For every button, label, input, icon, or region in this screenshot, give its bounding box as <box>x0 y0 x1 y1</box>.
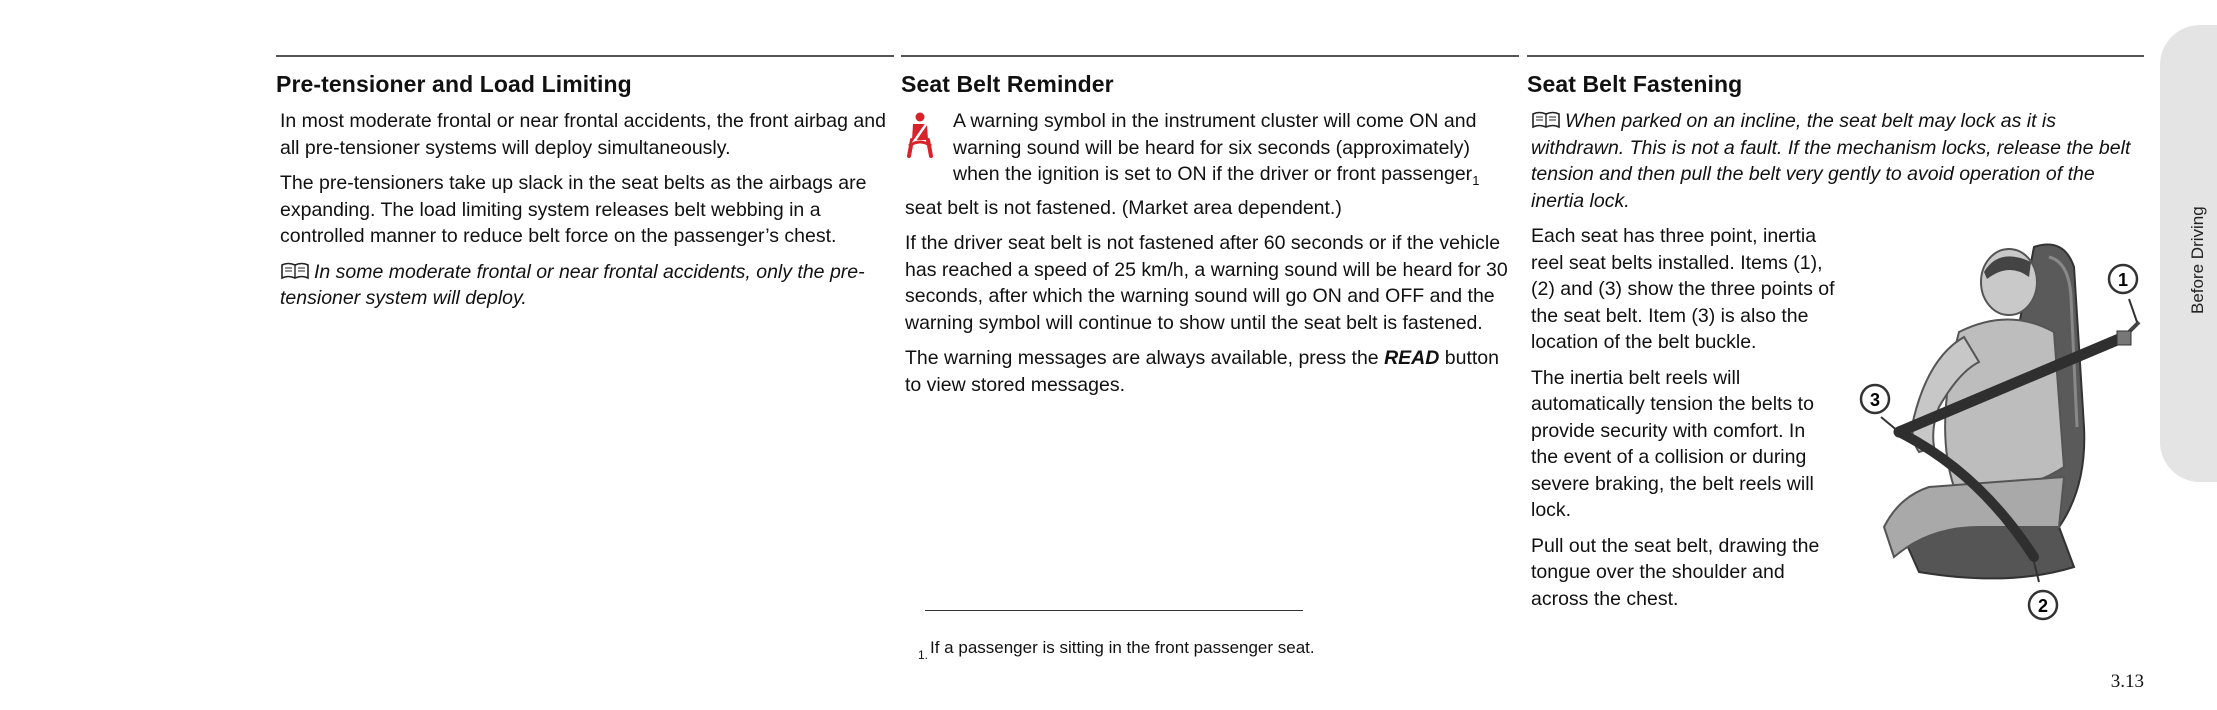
footnote <box>918 638 1315 662</box>
footnote-rule <box>925 610 1303 611</box>
book-icon <box>280 262 310 280</box>
column-reminder <box>901 55 1519 407</box>
callout-label-2: 2 <box>2037 596 2049 616</box>
page-number: 3.13 <box>2110 671 2144 692</box>
paragraph: In most moderate frontal or near frontal accidents, the front airbag and all pre-tensioner systems will deploy simultaneously. <box>280 110 886 159</box>
callout-label-3: 3 <box>1869 390 1881 410</box>
paragraph: Each seat has three point, inertia reel seat belts installed. Items (1), (2) and (3) show the three points of the seat belt. Item (3) is also the location of the belt buckle. <box>1531 225 1835 353</box>
column-pretensioner <box>276 55 894 321</box>
footnote-ref: 1 <box>1472 173 1480 188</box>
seatbelt-warning-icon <box>901 110 939 162</box>
book-icon <box>1531 111 1561 129</box>
paragraph: If the driver seat belt is not fastened after 60 seconds or if the vehicle has reached a speed of 25 km/h, a warning sound will be heard for 30 seconds, after which the warning sound will go ON and OFF and the warning symbol will continue to show until the seat belt is fastened. <box>905 232 1508 334</box>
footnote-text: If a passenger is sitting in the front passenger seat. <box>930 638 1315 657</box>
footnote-marker: 1. <box>918 648 929 662</box>
section-title-fastening: Seat Belt Fastening <box>1527 71 1743 97</box>
section-rule <box>1527 55 2144 57</box>
text-run: The warning messages are always available, press the <box>905 347 1385 369</box>
paragraph: Pull out the seat belt, drawing the tongue over the shoulder and across the chest. <box>1531 534 1820 610</box>
paragraph: seat belt is not fastened. (Market area dependent.) <box>905 196 1342 219</box>
paragraph <box>953 108 1519 195</box>
callout-label-1: 1 <box>2117 270 2129 290</box>
warning-block <box>901 108 1519 195</box>
reminder-text: A warning symbol in the instrument cluster will come ON and warning sound will be heard for six seconds (approximately) when the ignition is set to ON if the driver or front passenger <box>953 110 1477 185</box>
note-text: In some moderate frontal or near frontal accidents, only the pre-tensioner system will deploy. <box>280 260 865 309</box>
section-rule <box>276 55 894 57</box>
section-title-pretensioner: Pre-tensioner and Load Limiting <box>276 71 632 97</box>
note-paragraph <box>1531 108 2144 214</box>
paragraph: The inertia belt reels will automatically tension the belts to provide security with comfort. In the event of a collision or during severe braking, the belt reels will lock. <box>1531 366 1814 521</box>
side-tab <box>2160 25 2217 482</box>
paragraph <box>905 345 1519 398</box>
read-button-name: READ <box>1384 347 1440 369</box>
note-text: When parked on an incline, the seat belt may lock as it is withdrawn. This is not a fault. If the mechanism locks, release the belt tension and then pull the belt very gently to avoid operation of the inertia lock. <box>1531 110 2131 212</box>
text-run: button to view stored messages. <box>905 347 1499 396</box>
paragraph: The pre-tensioners take up slack in the seat belts as the airbags are expanding. The load limiting system releases belt webbing in a controlled manner to reduce belt force on the passenger’s chest. <box>280 172 867 247</box>
column-fastening <box>1527 55 2144 621</box>
side-tab-label: Before Driving <box>2188 206 2207 314</box>
note-paragraph <box>280 259 894 312</box>
section-rule <box>901 55 1519 57</box>
section-title-reminder: Seat Belt Reminder <box>901 71 1114 97</box>
seat-belt-illustration <box>1859 227 2149 637</box>
